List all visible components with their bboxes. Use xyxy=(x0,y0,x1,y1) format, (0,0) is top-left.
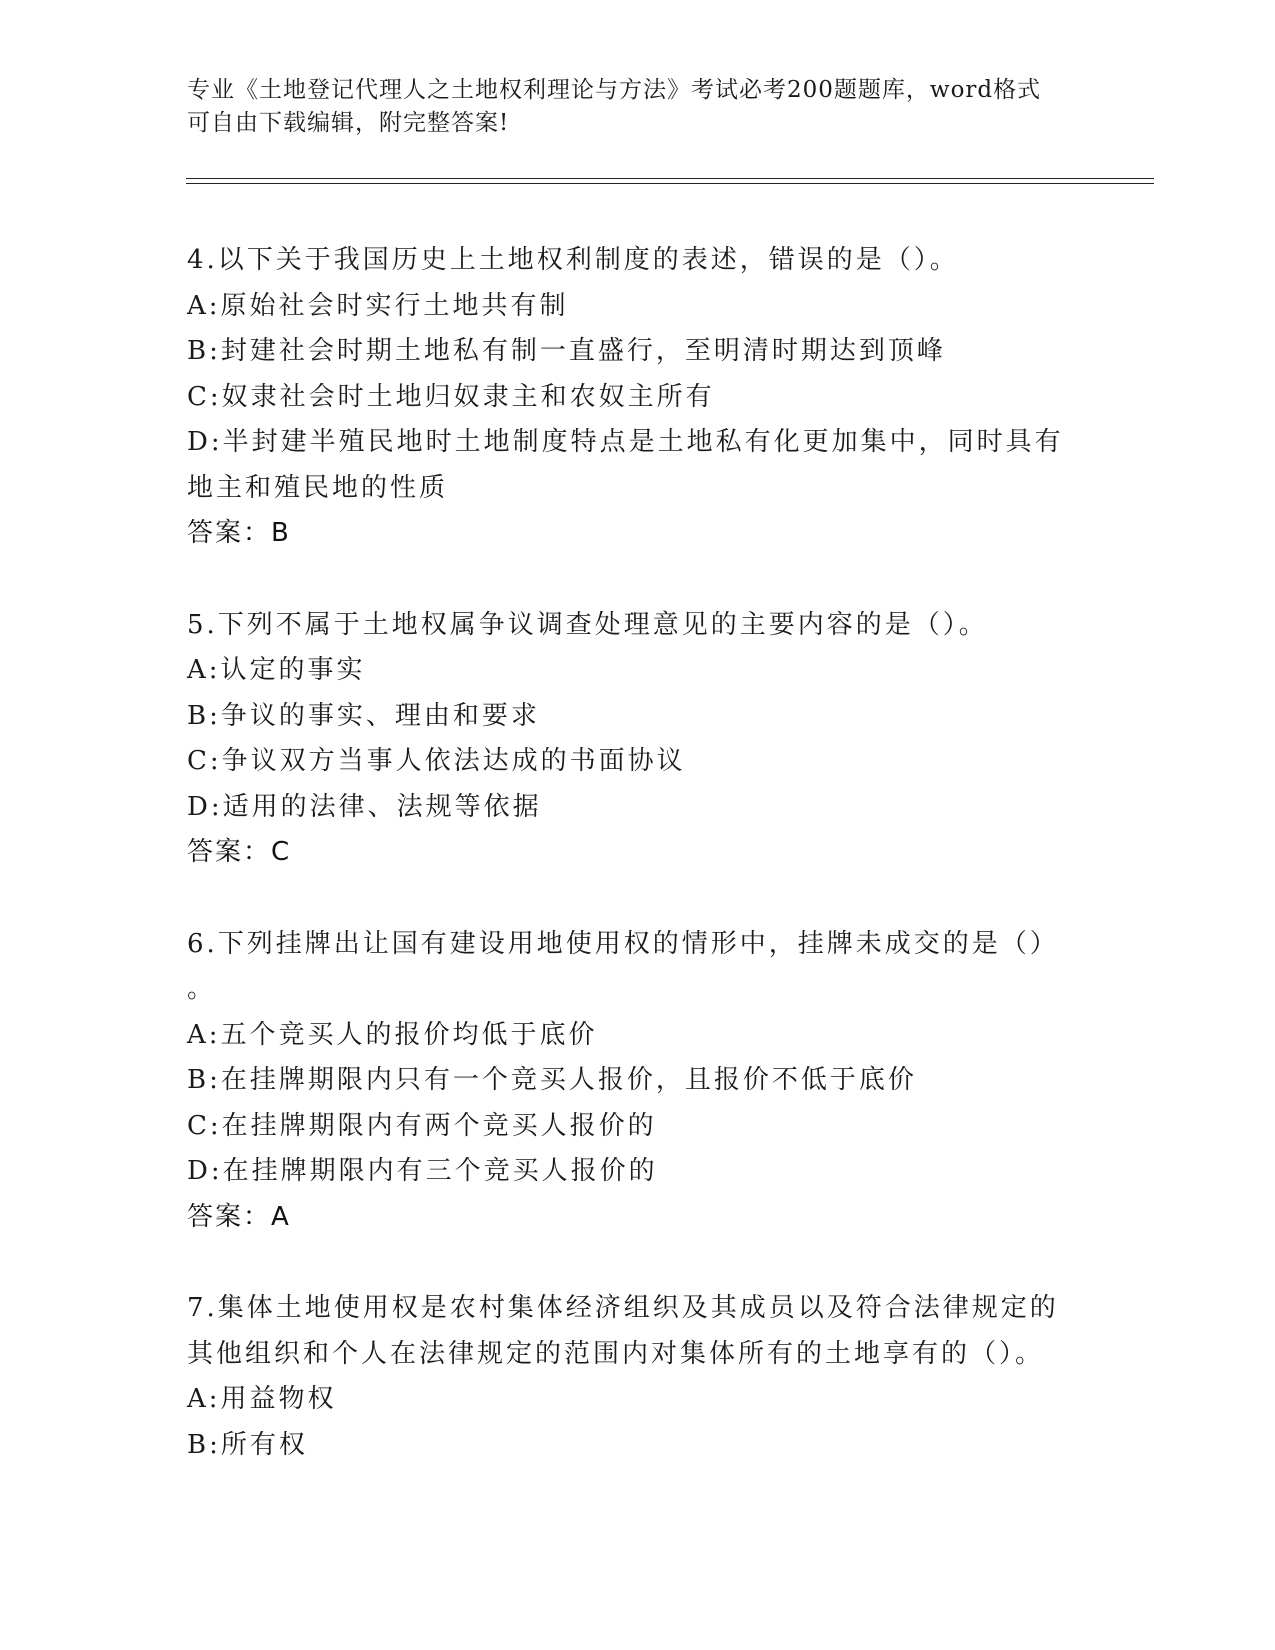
question-spacer xyxy=(187,557,1077,603)
question-stem: 7.集体土地使用权是农村集体经济组织及其成员以及符合法律规定的 xyxy=(187,1293,1059,1323)
answer-label: 答案：B xyxy=(187,518,291,548)
option-b: B:在挂牌期限内只有一个竞买人报价，且报价不低于底价 xyxy=(187,1065,917,1095)
question-block xyxy=(187,1286,1077,1468)
option-b: B:争议的事实、理由和要求 xyxy=(187,700,540,731)
option-d: D:半封建半殖民地时土地制度特点是土地私有化更加集中，同时具有 xyxy=(187,427,1064,457)
answer-label: 答案：A xyxy=(187,1201,291,1232)
option-a: A:原始社会时实行土地共有制 xyxy=(187,290,569,321)
option-d: D:适用的法律、法规等依据 xyxy=(187,791,542,822)
question-stem-continued: 。 xyxy=(187,974,217,1004)
answer-label: 答案：C xyxy=(187,837,292,867)
question-stem: 4.以下关于我国历史上土地权利制度的表述，错误的是（）。 xyxy=(187,245,959,275)
header-line-2: 可自由下载编辑，附完整答案! xyxy=(187,110,510,136)
header-line-1: 专业《土地登记代理人之土地权利理论与方法》考试必考200题题库，word格式 xyxy=(187,77,1042,103)
question-spacer xyxy=(187,1240,1077,1286)
document-header xyxy=(187,74,1087,140)
option-a: A:用益物权 xyxy=(187,1384,337,1414)
header-divider-top xyxy=(186,178,1154,179)
question-list xyxy=(187,238,1077,1468)
question-block xyxy=(187,922,1077,1241)
option-c: C:在挂牌期限内有两个竞买人报价的 xyxy=(187,1110,657,1141)
question-block xyxy=(187,603,1077,876)
question-spacer xyxy=(187,876,1077,922)
option-c: C:奴隶社会时土地归奴隶主和农奴主所有 xyxy=(187,381,715,412)
option-b: B:所有权 xyxy=(187,1429,308,1460)
option-d-continued: 地主和殖民地的性质 xyxy=(187,472,449,503)
option-b: B:封建社会时期土地私有制一直盛行，至明清时期达到顶峰 xyxy=(187,336,946,366)
option-c: C:争议双方当事人依法达成的书面协议 xyxy=(187,746,686,776)
header-divider-bottom xyxy=(186,183,1154,184)
question-stem: 6.下列挂牌出让国有建设用地使用权的情形中，挂牌未成交的是（） xyxy=(187,928,1059,959)
question-stem: 5.下列不属于土地权属争议调查处理意见的主要内容的是（）。 xyxy=(187,609,988,640)
question-block xyxy=(187,238,1077,557)
question-stem-continued: 其他组织和个人在法律规定的范围内对集体所有的土地享有的（）。 xyxy=(187,1338,1045,1369)
option-d: D:在挂牌期限内有三个竞买人报价的 xyxy=(187,1156,658,1186)
option-a: A:五个竞买人的报价均低于底价 xyxy=(187,1019,598,1050)
option-a: A:认定的事实 xyxy=(187,655,366,685)
